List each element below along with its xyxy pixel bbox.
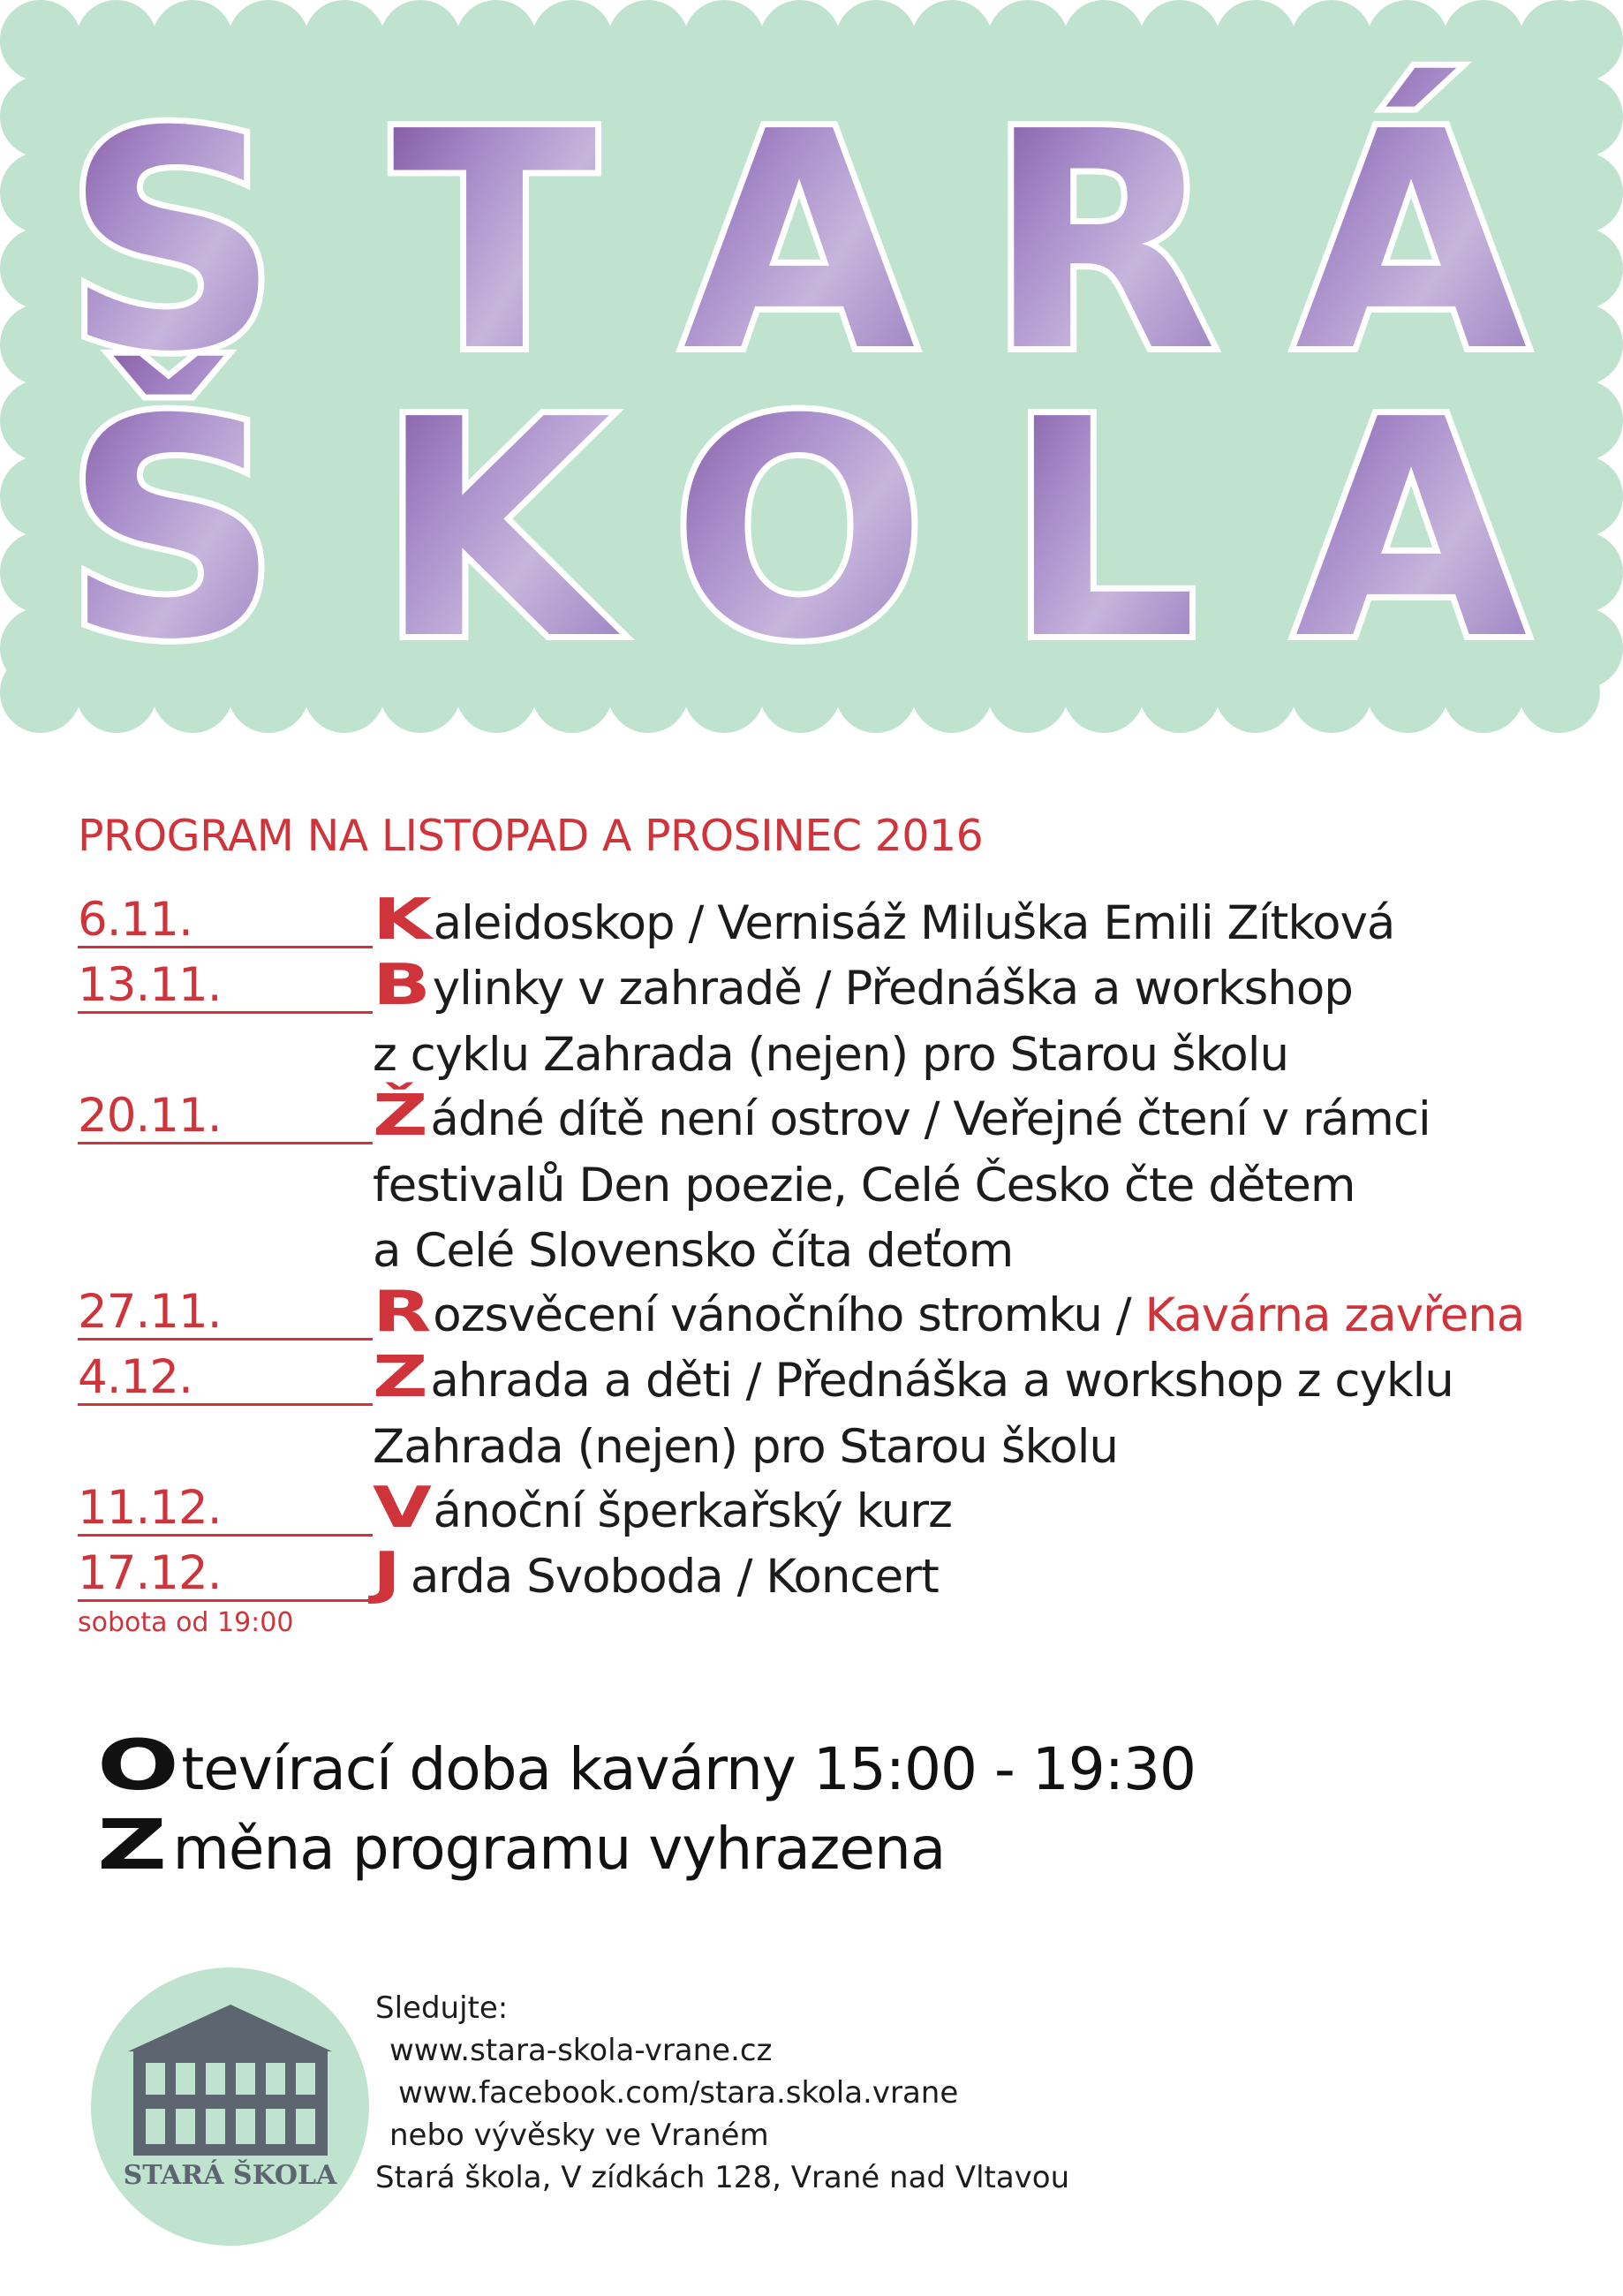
event-initial: R <box>373 1280 431 1345</box>
event-initial: Z <box>373 1345 427 1410</box>
event-text: arda Svoboda / Koncert <box>410 1550 939 1604</box>
address-text: Stará škola, V zídkách 128, Vrané nad Vltavou <box>375 2160 1070 2195</box>
event-date: 6.11. <box>78 892 373 948</box>
opening-hours <box>97 1726 1196 1806</box>
title-letter: S <box>64 68 281 418</box>
change-text: měna programu vyhrazena <box>172 1815 946 1883</box>
event-text: z cyklu Zahrada (nejen) pro Starou školu <box>373 1028 1289 1082</box>
logo-text: STARÁ ŠKOLA <box>123 2160 337 2191</box>
opening-text: tevírací doba kavárny 15:00 - 19:30 <box>181 1735 1196 1803</box>
event-initial: Ž <box>373 1084 427 1149</box>
title-letter: K <box>378 356 611 706</box>
stara-skola-logo <box>91 1967 369 2246</box>
follow-label: Sledujte: <box>375 1990 509 2026</box>
program-heading: PROGRAM NA LISTOPAD A PROSINEC 2016 <box>78 811 984 861</box>
title-letter: T <box>392 68 597 418</box>
event-text: a Celé Slovensko číta deťom <box>373 1224 1014 1278</box>
event-title-line <box>373 1280 1597 1349</box>
event-title-line <box>373 1345 1597 1415</box>
title-letter: A <box>1295 356 1528 706</box>
event-date: 4.12. <box>78 1349 373 1406</box>
event-title-line <box>373 1023 1597 1088</box>
event-date: 13.11. <box>78 957 373 1014</box>
event-row <box>78 1476 1597 1545</box>
event-row <box>78 1541 1597 1638</box>
event-date: 27.11. <box>78 1284 373 1341</box>
event-text: aleidoskop / Vernisáž Miluška Emili Zítková <box>433 896 1395 950</box>
event-note: sobota od 19:00 <box>78 1607 294 1638</box>
event-title-line <box>373 1415 1597 1480</box>
title-letter: Á <box>1295 68 1528 418</box>
program-list <box>78 887 1597 1638</box>
event-text: ánoční šperkařský kurz <box>433 1484 952 1538</box>
event-title-line <box>373 1084 1597 1153</box>
event-text: festivalů Den poezie, Celé Česko čte dětem <box>373 1159 1355 1212</box>
event-title-line <box>373 1219 1597 1284</box>
event-text: ozsvěcení vánočního stromku / <box>433 1288 1145 1342</box>
event-row <box>78 1084 1597 1284</box>
event-row <box>78 953 1597 1088</box>
event-text: ylinky v zahradě / Přednáška a workshop <box>432 962 1353 1016</box>
program-change-note <box>97 1806 1196 1885</box>
event-date: 11.12. <box>78 1480 373 1537</box>
event-row <box>78 1345 1597 1480</box>
title-letter: A <box>683 68 916 418</box>
event-highlight: Kavárna zavřena <box>1144 1288 1525 1342</box>
event-initial: B <box>373 953 430 1018</box>
noticeboards-text: nebo vývěsky ve Vraném <box>389 2118 769 2153</box>
event-row <box>78 1280 1597 1349</box>
event-title-line <box>373 1476 1597 1545</box>
school-building-icon <box>91 1967 369 2246</box>
opening-initial: O <box>97 1726 178 1806</box>
event-initial: J <box>373 1541 400 1606</box>
event-title-line <box>373 953 1597 1023</box>
title-letter: Š <box>64 356 281 706</box>
event-title-line <box>373 887 1597 957</box>
event-initial: V <box>373 1476 431 1541</box>
contact-info <box>375 1987 1069 2199</box>
header-banner <box>0 0 1623 733</box>
event-text: ahrada a děti / Přednáška a workshop z cyklu <box>430 1354 1453 1408</box>
website-link[interactable]: www.stara-skola-vrane.cz <box>389 2033 773 2068</box>
facebook-link[interactable]: www.facebook.com/stara.skola.vrane <box>398 2075 959 2111</box>
cafe-info <box>97 1726 1196 1885</box>
event-date: 17.12. <box>78 1545 373 1602</box>
title-letter: O <box>671 356 927 706</box>
event-title-line <box>373 1153 1597 1219</box>
event-row <box>78 887 1597 957</box>
event-initial: K <box>373 887 431 953</box>
change-initial: Z <box>97 1806 166 1885</box>
event-title-line <box>373 1541 1597 1611</box>
event-date: 20.11. <box>78 1088 373 1144</box>
title-letter: R <box>986 68 1218 418</box>
title-letter: L <box>1006 356 1198 706</box>
event-text: ádné dítě není ostrov / Veřejné čtení v rámci <box>430 1092 1431 1146</box>
event-text: Zahrada (nejen) pro Starou školu <box>373 1420 1119 1474</box>
